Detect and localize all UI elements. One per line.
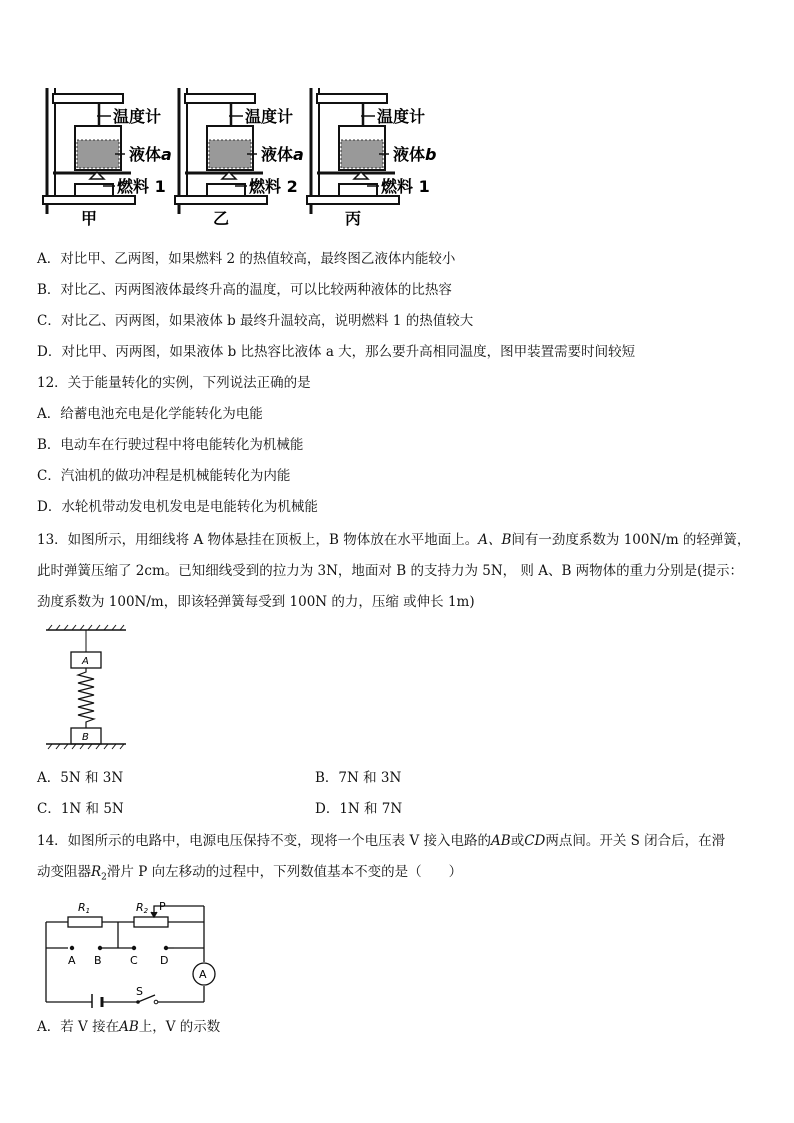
apparatus-jia	[43, 88, 172, 228]
heat-experiment-figure	[35, 84, 445, 232]
fuel-label-jia: 燃料 1	[117, 177, 166, 196]
resistor-r2	[134, 917, 168, 927]
q13-option-b: B．7N 和 3N	[315, 770, 402, 786]
q13-stem-line2: 此时弹簧压缩了 2cm。已知细线受到的拉力为 3N，地面对 B 的支持力为 5N， 则 A、B 两物体的重力分别是(提示：	[37, 563, 743, 579]
q12-option-d: D．水轮机带动发电机发电是电能转化为机械能	[37, 499, 318, 515]
caption-jia: 甲	[81, 209, 98, 228]
thermometer-label-bing: 温度计	[377, 107, 426, 126]
liquid-label-bing: 液体b	[393, 145, 437, 164]
block-b-label: B	[82, 732, 89, 743]
q11-option-c: C．对比乙、丙两图，如果液体 b 最终升温较高，说明燃料 1 的热值较大	[37, 313, 474, 329]
q12-stem: 12．关于能量转化的实例，下列说法正确的是	[37, 375, 311, 391]
q14-stem-line2: 动变阻器$R_2$滑片 P 向左移动的过程中，下列数值基本不变的是（ ）	[37, 864, 463, 883]
r1-label: R1	[78, 901, 91, 915]
spring-figure	[44, 624, 130, 754]
liquid-label-jia: 液体a	[129, 145, 172, 164]
resistor-r1	[68, 917, 102, 927]
q11-option-d: D．对比甲、丙两图，如果液体 b 比热容比液体 a 大，那么要升高相同温度，图甲装置需要时间较短	[37, 344, 636, 360]
terminal-a-label: A	[68, 954, 76, 967]
terminal-b-label: B	[94, 954, 102, 967]
q12-option-b: B．电动车在行驶过程中将电能转化为机械能	[37, 437, 304, 453]
thermometer-label-jia: 温度计	[113, 107, 162, 126]
fuel-label-yi: 燃料 2	[249, 177, 298, 196]
fuel-label-bing: 燃料 1	[381, 177, 430, 196]
caption-bing: 丙	[345, 209, 362, 228]
apparatus-bing	[307, 88, 436, 228]
apparatus-yi	[175, 88, 304, 228]
caption-yi: 乙	[213, 209, 230, 228]
terminal-d-label: D	[160, 954, 169, 967]
circuit-figure	[38, 896, 220, 1008]
q13-stem-line3: 劲度系数为 100N/m，即该轻弹簧每受到 100N 的力，压缩 或伸长 1m)	[37, 594, 475, 610]
spring	[78, 668, 94, 728]
terminal-c	[132, 946, 136, 950]
q13-stem-line1: 13．如图所示，用细线将 A 物体悬挂在顶板上，B 物体放在水平地面上。A、B间有一劲度系数为 100N/m 的轻弹簧，	[37, 532, 751, 548]
block-a-label: A	[82, 656, 89, 667]
q14-stem-line1: 14．如图所示的电路中，电源电压保持不变，现将一个电压表 V 接入电路的AB或CD两点间。开关 S 闭合后，在滑	[37, 833, 726, 849]
q13-option-c: C．1N 和 5N	[37, 801, 124, 817]
q13-option-d: D．1N 和 7N	[315, 801, 403, 817]
q13-option-a: A．5N 和 3N	[37, 770, 124, 786]
thermometer-label-yi: 温度计	[245, 107, 294, 126]
q11-option-a: A．对比甲、乙两图，如果燃料 2 的热值较高，最终图乙液体内能较小	[37, 251, 456, 267]
slider-label: P	[159, 900, 166, 913]
r2-label: R2	[136, 901, 149, 915]
terminal-c-label: C	[130, 954, 138, 967]
liquid-label-yi: 液体a	[261, 145, 304, 164]
q12-option-c: C．汽油机的做功冲程是机械能转化为内能	[37, 468, 291, 484]
terminal-a	[70, 946, 74, 950]
switch-label: S	[136, 985, 143, 998]
ammeter-label: A	[199, 968, 207, 981]
terminal-b	[98, 946, 102, 950]
q11-option-b: B．对比乙、丙两图液体最终升高的温度，可以比较两种液体的比热容	[37, 282, 452, 298]
q12-option-a: A．给蓄电池充电是化学能转化为电能	[37, 406, 263, 422]
q14-option-a: A．若 V 接在AB上，V 的示数	[37, 1019, 221, 1035]
